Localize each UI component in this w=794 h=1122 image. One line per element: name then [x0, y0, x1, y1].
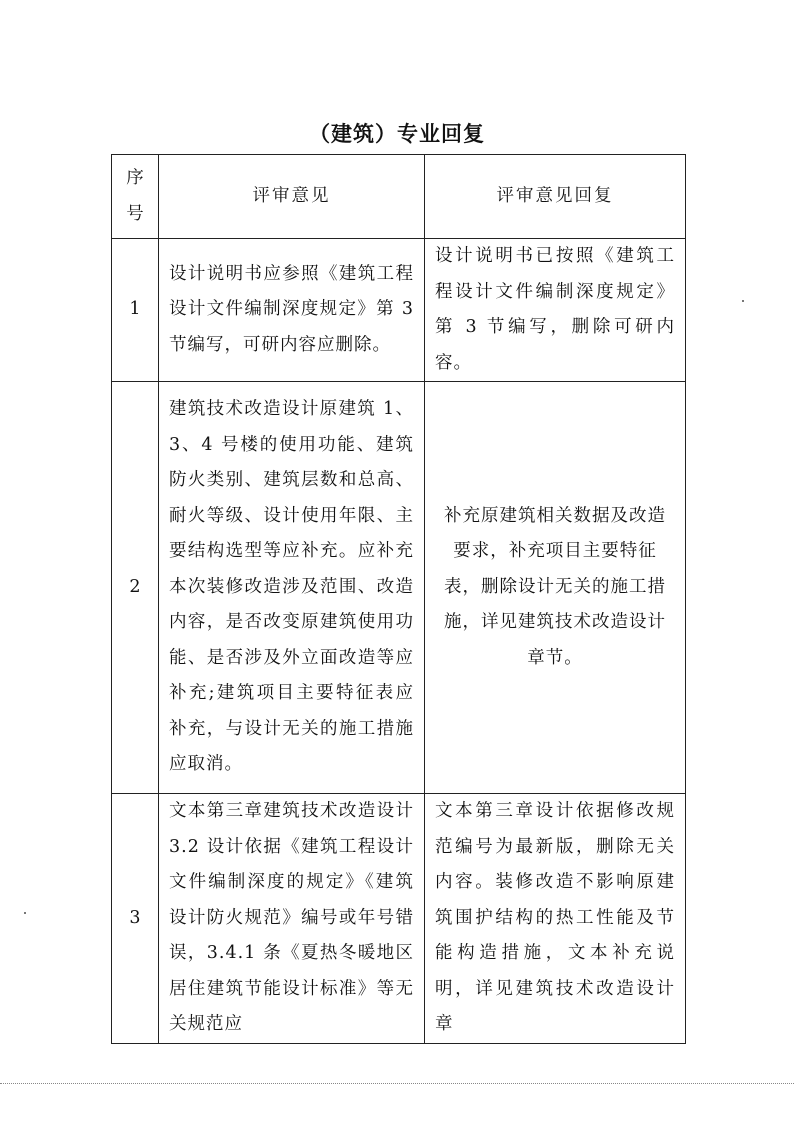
row-seq: 2 [112, 382, 159, 794]
row-opinion: 设计说明书应参照《建筑工程设计文件编制深度规定》第 3 节编写，可研内容应删除。 [159, 239, 425, 382]
scan-speck [24, 912, 26, 914]
row-opinion: 建筑技术改造设计原建筑 1、3、4 号楼的使用功能、建筑防火类别、建筑层数和总高、耐火等级、设计使用年限、主要结构选型等应补充。应补充本次装修改造涉及范围、改造内容，是否改变原建筑使用功能、是否涉及外立面改造等应补充;建筑项目主要特征表应补充，与设计无关的施工措施应取消。 [159, 382, 425, 794]
header-seq: 序号 [112, 155, 159, 239]
table-header-row [112, 155, 686, 239]
scan-artifact-line [0, 1083, 794, 1084]
header-opinion: 评审意见 [159, 155, 425, 239]
table-row [112, 239, 686, 382]
row-reply: 设计说明书已按照《建筑工程设计文件编制深度规定》第 3 节编写，删除可研内容。 [425, 239, 686, 382]
row-opinion: 文本第三章建筑技术改造设计 3.2 设计依据《建筑工程设计文件编制深度的规定》《建筑设计防火规范》编号或年号错误，3.4.1 条《夏热冬暖地区居住建筑节能设计标准》等无关规范应 [159, 794, 425, 1044]
row-reply: 补充原建筑相关数据及改造要求，补充项目主要特征表，删除设计无关的施工措施，详见建筑技术改造设计章节。 [425, 382, 686, 794]
review-table [111, 154, 686, 1044]
table-row [112, 382, 686, 794]
page-title: （建筑）专业回复 [309, 121, 485, 146]
row-seq: 3 [112, 794, 159, 1044]
table-row [112, 794, 686, 1044]
header-reply: 评审意见回复 [425, 155, 686, 239]
row-seq: 1 [112, 239, 159, 382]
scan-speck [742, 300, 744, 302]
row-reply: 文本第三章设计依据修改规范编号为最新版，删除无关内容。装修改造不影响原建筑围护结构的热工性能及节能构造措施，文本补充说明，详见建筑技术改造设计章 [425, 794, 686, 1044]
